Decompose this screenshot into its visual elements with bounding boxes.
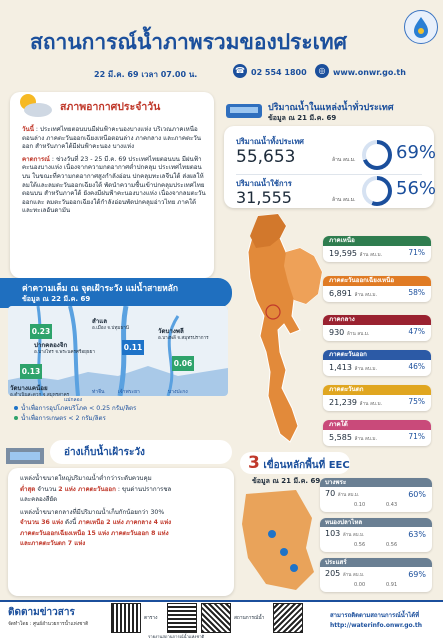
region-card xyxy=(323,420,431,446)
total-pct: 69% xyxy=(396,142,437,163)
dam-b: 0.91 xyxy=(386,582,398,588)
salinity-title: ค่าความเค็ม ณ จุดเฝ้าระวัง แม่น้ำสายหลัก xyxy=(22,284,179,294)
total-volume-card xyxy=(224,126,437,208)
river-maeklong: แม่กลอง xyxy=(64,397,83,403)
salinity-value-bangluang: 0.13 xyxy=(20,364,42,379)
weather-title: สภาพอากาศประจำวัน xyxy=(60,101,161,113)
dam-unit: ล้าน ลบ.ม. xyxy=(342,573,365,578)
qr-code-4[interactable] xyxy=(274,604,302,632)
forecast-text: : ช่วงวันที่ 23 - 25 มี.ค. 69 ประเทศไทยตอนบน มีฝนฟ้าคะนองบางแห่ง เนื่องจากความกดอากาศต่ำปกคลุม ประเทศไทยตอนบน ในขณะที่ความกดอากาศสูงกำลังอ่อน ปกคลุมทะเลจีนใต้ ส่งผลให้ลมใต้และลมตะวันออกเฉียงใต้ พัดนำความชื้นเข้าปกคลุมประเทศไทยตอนบน สำหรับภาคใต้ ยังคงมีฝนฟ้าคะนองบางแห่ง เนื่องจากลมตะวันออกและ ลมตะวันออกเฉียงใต้กำลังอ่อนพัดปกคลุมอ่าวไทย ภาคใต้ และทะเลอันดามัน xyxy=(22,155,206,215)
dam-a: 0.56 xyxy=(354,542,366,548)
qr-label-2: รายงานสถานการณ์น้ำแห่งชาติ xyxy=(148,634,205,639)
today-text: : ประเทศไทยตอนบนมีฝนฟ้าคะนองบางแห่ง บริเวณภาคเหนือตอนล่าง ภาคตะวันออกเฉียงเหนือตอนล่าง ภาคกลาง และภาคตะวันออก สำหรับภาคใต้มีฝนฟ้าคะนอง บางแห่ง xyxy=(22,126,202,151)
dam-value: 70 xyxy=(325,489,336,498)
region-pct: 71% xyxy=(408,432,425,441)
water-volume-title: ปริมาณน้ำในแหล่งน้ำทั่วประเทศ xyxy=(268,103,394,113)
station-samlae-loc: อ.เมือง จ.ปทุมธานี xyxy=(92,326,129,331)
dam-name: ประแสร์ xyxy=(320,558,432,567)
globe-icon: ◎ xyxy=(315,64,329,78)
station-bangluang-loc: อ.ดำเนินสะดวก จ.สมุทรสาคร xyxy=(10,393,70,398)
water-volume-date: ข้อมูล ณ 21 มี.ค. 69 xyxy=(268,114,337,122)
region-card xyxy=(323,236,431,262)
region-card xyxy=(323,350,431,376)
page-title: สถานการณ์น้ำภาพรวมของประเทศ xyxy=(30,30,347,54)
phone-icon: ☎ xyxy=(233,64,247,78)
weather-card xyxy=(10,92,214,278)
region-name: ภาคตะวันออกเฉียงเหนือ xyxy=(323,276,431,286)
salinity-value-paklongchik: 0.23 xyxy=(30,324,52,339)
dam-unit: ล้าน ลบ.ม. xyxy=(342,533,365,538)
dam-a: 0.10 xyxy=(354,502,366,508)
weather-text xyxy=(22,126,208,216)
eec-dam-card xyxy=(320,558,432,592)
region-pct: 75% xyxy=(408,397,425,406)
region-unit: ล้าน ลบ.ม. xyxy=(354,367,378,372)
station-paklongchik-name: ปากคลองจิก xyxy=(34,342,68,349)
sun-cloud-icon xyxy=(14,90,54,120)
forecast-label: คาดการณ์ xyxy=(22,155,50,163)
region-pct: 47% xyxy=(408,327,425,336)
total-label: ปริมาณน้ำทั้งประเทศ xyxy=(236,137,304,146)
region-value: 5,585 xyxy=(329,433,352,442)
qr-code-3[interactable] xyxy=(202,604,230,632)
region-name: ภาคตะวันตก xyxy=(323,385,431,395)
region-value: 6,891 xyxy=(329,289,352,298)
region-value: 1,413 xyxy=(329,363,352,372)
river-thachin: ท่าจีน xyxy=(92,389,105,395)
reservoir-title: อ่างเก็บน้ำเฝ้าระวัง xyxy=(64,447,145,458)
total-value: 55,653 xyxy=(236,147,296,167)
dam-pct: 63% xyxy=(408,530,426,539)
dam-a: 0.00 xyxy=(354,582,366,588)
usable-pct: 56% xyxy=(396,178,437,199)
region-unit: ล้าน ลบ.ม. xyxy=(359,253,383,258)
station-bangplee-name: วัดบางพลี xyxy=(158,328,184,335)
qr-label-3: สถานการณ์น้ำ xyxy=(234,616,265,621)
qr-label-1: ตาราง xyxy=(144,616,158,621)
legend-item-agriculture: น้ำเพื่อการเกษตร < 2 กรัม/ลิตร xyxy=(14,414,136,424)
dam-b: 0.56 xyxy=(386,542,398,548)
region-value: 21,239 xyxy=(329,398,357,407)
region-card xyxy=(323,315,431,341)
region-value: 19,595 xyxy=(329,249,357,258)
region-pct: 71% xyxy=(408,248,425,257)
usable-ring xyxy=(362,176,392,206)
river-chaophraya: เจ้าพระยา xyxy=(118,389,140,395)
qr-code-1[interactable] xyxy=(112,604,140,632)
header xyxy=(0,0,443,88)
footer-org: สามารถติดตามสถานการณ์น้ำได้ที่ xyxy=(330,612,420,619)
footer-follow-sub: จัดทำโดย : ศูนย์อำนวยการน้ำแห่งชาติ xyxy=(8,622,89,627)
legend-item-consumption: น้ำเพื่อการอุปโภคบริโภค < 0.25 กรัม/ลิตร xyxy=(14,404,136,414)
salinity-value-bangkrachao: 0.06 xyxy=(172,356,194,371)
region-unit: ล้าน ลบ.ม. xyxy=(346,332,370,337)
dam-pct: 69% xyxy=(408,570,426,579)
river-bangpakong: บางปะกง xyxy=(168,389,188,395)
station-paklongchik-loc: อ.บางไทร จ.พระนครศรีอยุธยา xyxy=(34,350,95,355)
region-value: 930 xyxy=(329,328,345,337)
reservoir-line1: แหล่งน้ำขนาดใหญ่ปริมาณน้ำต่ำกว่าระดับควบคุม xyxy=(20,475,152,482)
eec-dam-card xyxy=(320,478,432,512)
thailand-map xyxy=(240,212,326,448)
region-pct: 58% xyxy=(408,288,425,297)
dam-unit: ล้าน ลบ.ม. xyxy=(337,493,360,498)
region-pct: 46% xyxy=(408,362,425,371)
region-card xyxy=(323,276,431,302)
eec-title: 3 เขื่อนหลักพื้นที่ EEC xyxy=(248,453,350,473)
region-name: ภาคใต้ xyxy=(323,420,431,430)
logo-icon xyxy=(404,10,438,44)
eec-map xyxy=(236,488,318,594)
qr-code-2[interactable] xyxy=(168,604,196,632)
region-unit: ล้าน ลบ.ม. xyxy=(354,293,378,298)
region-unit: ล้าน ลบ.ม. xyxy=(359,402,383,407)
total-ring xyxy=(362,140,392,170)
today-label: วันนี้ xyxy=(22,126,34,133)
usable-label: ปริมาณน้ำใช้การ xyxy=(236,179,292,188)
dam-value: 205 xyxy=(325,569,341,578)
dam-value: 103 xyxy=(325,529,341,538)
salinity-date: ข้อมูล ณ 22 มี.ค. 69 xyxy=(22,295,91,303)
footer-url[interactable]: http://waterinfo.onwr.go.th xyxy=(330,622,423,629)
salinity-value-samlae: 0.11 xyxy=(122,340,144,355)
dam-name: หนองปลาไหล xyxy=(320,518,432,527)
station-bangluang-name: วัดบางแคน้อย xyxy=(10,385,48,392)
usable-value: 31,555 xyxy=(236,188,292,207)
usable-unit: ล้าน ลบ.ม. xyxy=(332,197,356,203)
dam-b: 0.43 xyxy=(386,502,398,508)
footer-follow: ติดตามข่าวสาร xyxy=(8,607,75,618)
region-unit: ล้าน ลบ.ม. xyxy=(354,437,378,442)
header-website[interactable]: www.onwr.go.th xyxy=(333,68,406,77)
dam-name: บางพระ xyxy=(320,478,432,487)
region-card xyxy=(323,385,431,411)
header-date: 22 มี.ค. 69 เวลา 07.00 น. xyxy=(94,70,198,79)
eec-date: ข้อมูล ณ 21 มี.ค. 69 xyxy=(252,477,321,485)
dam-pct: 60% xyxy=(408,490,426,499)
salinity-legend xyxy=(14,404,136,424)
header-phone[interactable]: 02 554 1800 xyxy=(251,68,307,77)
dam-icon xyxy=(224,98,264,124)
station-bangplee-loc: อ.บางพลี จ.สมุทรปราการ xyxy=(158,336,209,341)
region-name: ภาคกลาง xyxy=(323,315,431,325)
station-samlae-name: สำแล xyxy=(92,318,108,325)
region-name: ภาคตะวันออก xyxy=(323,350,431,360)
reservoir-icon xyxy=(6,440,46,468)
region-name: ภาคเหนือ xyxy=(323,236,431,246)
eec-dam-card xyxy=(320,518,432,552)
reservoir-line4: แหล่งน้ำขนาดกลางที่มีปริมาณน้ำเก็บกักน้อยกว่า 30% xyxy=(20,508,165,516)
total-unit: ล้าน ลบ.ม. xyxy=(332,157,356,163)
reservoir-card: แหล่งน้ำขนาดใหญ่ปริมาณน้ำต่ำกว่าระดับควบคุม ต่ำสุด จำนวน 2 แห่ง ภาคตะวันออก : ขุนด่านปราการชล และคลองสียัด แหล่งน้ำขนาดกลางที่มีปริมาณน้ำเก็บกักน้อยกว่า 30% จำนวน 36 แห่ง ดังนี้ ภาคเหนือ 2 แห่ง ภาคกลาง 4 แห่ง ภาคตะวันออกเฉียงเหนือ 15 แห่ง ภาคตะวันออก 8 แห่ง และภาคตะวันตก 7 แห่ง xyxy=(8,468,234,596)
